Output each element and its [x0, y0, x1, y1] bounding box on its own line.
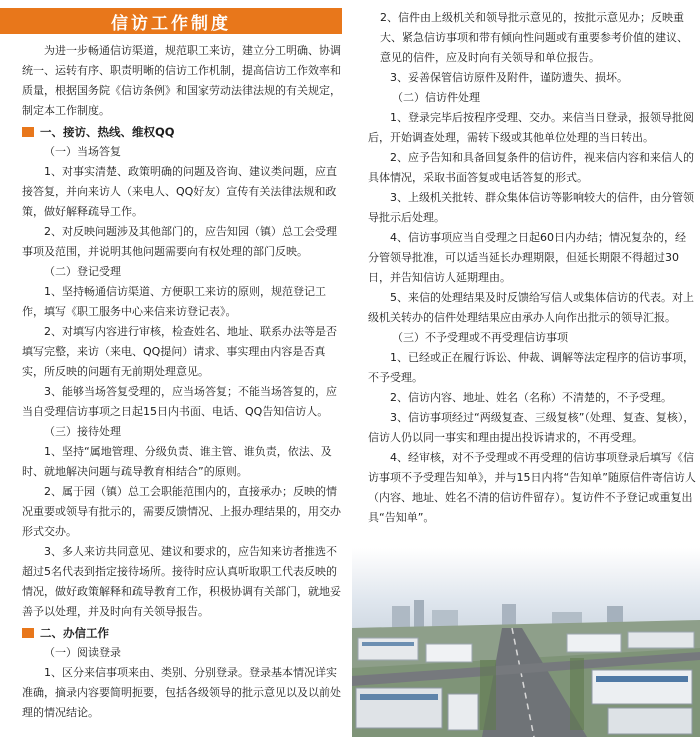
orange-square-icon — [22, 127, 34, 137]
subsection-heading: （三）不予受理或不再受理信访事项 — [392, 331, 568, 344]
paragraph: 3、妥善保管信访原件及附件，谨防遗失、损坏。 — [390, 71, 628, 84]
orange-square-icon — [22, 628, 34, 638]
subsection-heading: （三）接待处理 — [44, 425, 121, 438]
paragraph: 2、信件由上级机关和领导批示意见的，按批示意见办；反映重大、紧急信访事项和带有倾向性问题或有重要参考价值的建议、意见的信件，应及时向有关领导和单位报告。 — [380, 11, 688, 64]
right-column — [356, 0, 700, 528]
paragraph: 1、坚持畅通信访渠道、方便职工来访的原则，规范登记工作，填写《职工服务中心来信来访登记表》。 — [22, 285, 326, 318]
paragraph: 2、属于园（镇）总工会职能范围内的，直接承办；反映的情况重要或领导有批示的，需要反馈情况、上报办理结果的，用交办形式交办。 — [22, 485, 341, 538]
paragraph: 1、区分来信事项来由、类别、分别登录。登录基本情况详实准确，摘录内容要简明扼要，包括各级领导的批示意见以及以前处理的情况结论。 — [22, 666, 341, 719]
section-heading: 一、接访、热线、维权QQ — [0, 122, 350, 142]
paragraph: 3、上级机关批转、群众集体信访等影响较大的信件，由分管领导批示后处理。 — [368, 191, 694, 224]
paragraph: 2、对填写内容进行审核，检查姓名、地址、联系办法等是否填写完整，来访（来电、QQ提问）请求、事实理由内容是否真实，所反映的问题有无前期处理意见。 — [22, 325, 337, 378]
paragraph: 1、已经或正在履行诉讼、仲裁、调解等法定程序的信访事项，不予受理。 — [368, 351, 694, 384]
left-column — [0, 0, 350, 723]
intro-paragraph: 为进一步畅通信访渠道，规范职工来访，建立分工明确、协调统一、运转有序、职责明晰的信访工作机制，提高信访工作效率和质量，根据国务院《信访条例》和国家劳动法律法规的有关规定，制定本工作制度。 — [22, 44, 341, 117]
paragraph: 2、信访内容、地址、姓名（名称）不清楚的，不予受理。 — [390, 391, 672, 404]
paragraph: 4、经审核，对不予受理或不再受理的信访事项登录后填写《信访事项不予受理告知单》，并与15日内将“告知单”随原信件寄信访人（内容、地址、姓名不清的信访件留存）。复访件不予登记或重复出具“告知单”。 — [368, 451, 696, 524]
subsection-heading: （一）当场答复 — [44, 145, 121, 158]
paragraph: 4、信访事项应当自受理之日起60日内办结；情况复杂的，经分管领导批准，可以适当延长办理期限，但延长期限不得超过30日，并告知信访人延期理由。 — [368, 231, 686, 284]
city-aerial-photo — [352, 548, 700, 737]
subsection-heading: （二）登记受理 — [44, 265, 121, 278]
subsection-heading: （二）信访件处理 — [392, 91, 480, 104]
paragraph: 2、应予告知和具备回复条件的信访件，视来信内容和来信人的具体情况，采取书面答复或电话答复的形式。 — [368, 151, 694, 184]
paragraph: 3、能够当场答复受理的，应当场答复；不能当场答复的，应当自受理信访事项之日起15日内书面、电话、QQ告知信访人。 — [22, 385, 337, 418]
paragraph: 1、登录完毕后按程序受理、交办。来信当日登录，报领导批阅后，开始调查处理，需转下级或其他单位处理的当日转出。 — [368, 111, 694, 144]
paragraph: 1、对事实清楚、政策明确的问题及咨询、建议类问题，应直接答复，并向来访人（来电人、QQ好友）宣传有关法律法规和政策，做好解释疏导工作。 — [22, 165, 337, 218]
section-heading: 二、办信工作 — [0, 623, 350, 643]
paragraph: 5、来信的处理结果及时反馈给写信人或集体信访的代表。对上级机关转办的信件处理结果应由承办人向作出批示的领导汇报。 — [368, 291, 694, 324]
paragraph: 3、多人来访共同意见、建议和要求的，应告知来访者推选不超过5名代表到指定接待场所。接待时应认真听取职工代表反映的情况，做好政策解释和疏导教育工作，积极协调有关部门，就地妥善予以处理，并及时向有关领导报告。 — [22, 545, 341, 618]
subsection-heading: （一）阅读登录 — [44, 646, 121, 659]
paragraph: 3、信访事项经过“两级复查、三级复核”（处理、复查、复核），信访人仍以同一事实和理由提出投诉请求的，不再受理。 — [368, 411, 695, 444]
paragraph: 2、对反映问题涉及其他部门的，应告知园（镇）总工会受理事项及范围，并说明其他问题需要向有权处理的部门反映。 — [22, 225, 337, 258]
paragraph: 1、坚持“属地管理、分级负责、谁主管、谁负责，依法、及时、就地解决问题与疏导教育相结合”的原则。 — [22, 445, 332, 478]
page-title: 信访工作制度 — [0, 8, 342, 34]
